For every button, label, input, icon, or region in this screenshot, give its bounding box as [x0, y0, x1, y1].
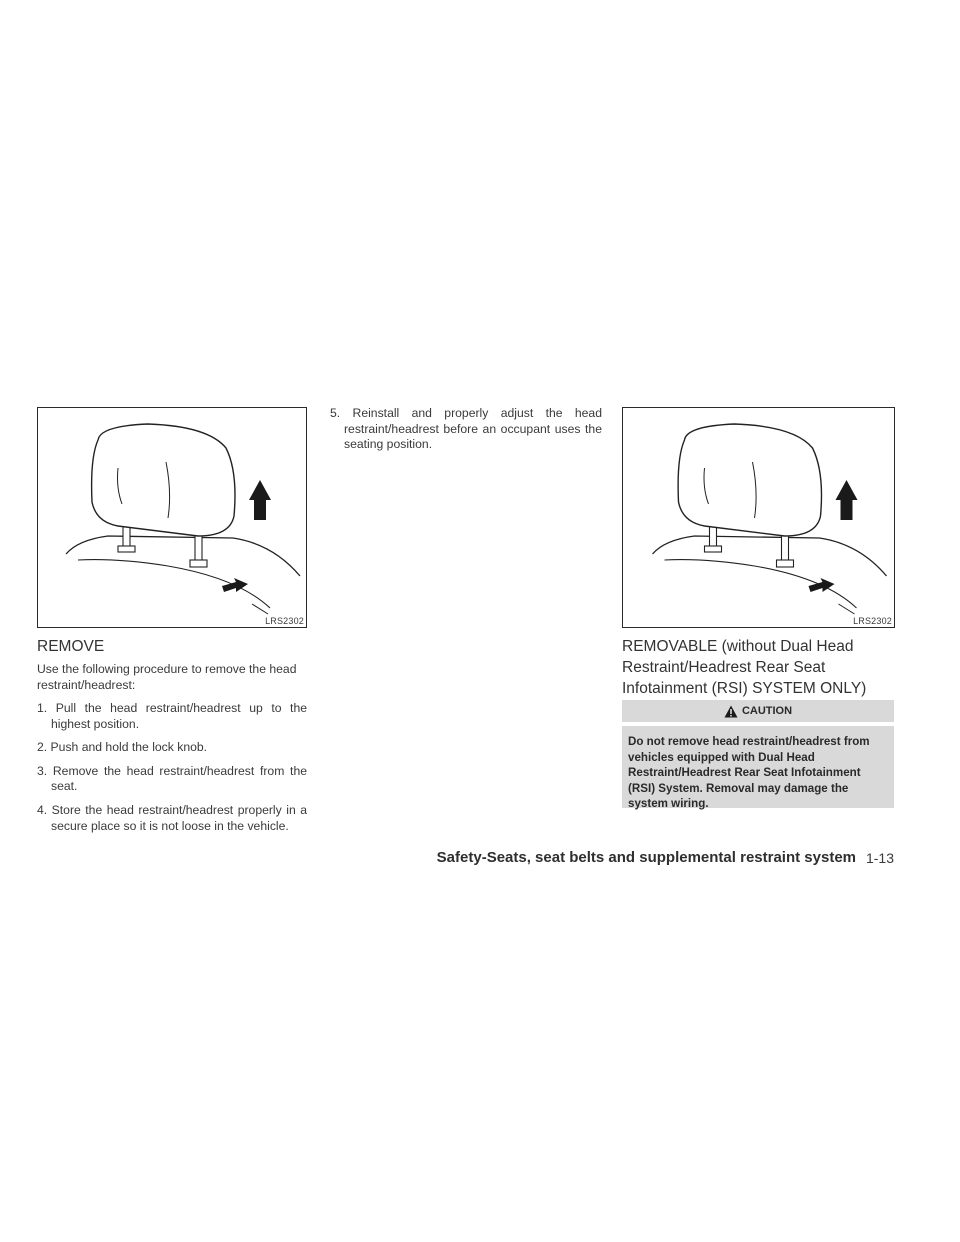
- section-heading-removable: REMOVABLE (without Dual Head Restraint/Headrest Rear Seat Infotainment (RSI) SYSTEM ONLY): [622, 638, 867, 697]
- step-item: 4. Store the head restraint/headrest properly in a secure place so it is not loose in the vehicle.: [37, 802, 307, 833]
- step-item: 3. Remove the head restraint/headrest from the seat.: [37, 763, 307, 794]
- page-number: 1-13: [865, 850, 894, 866]
- caution-label: CAUTION: [741, 705, 793, 717]
- section-heading-remove: REMOVE: [37, 638, 105, 655]
- warning-triangle-icon: [724, 705, 738, 718]
- figure-headrest-remove: [37, 407, 307, 628]
- figure-code: LRS2302: [265, 616, 304, 626]
- caution-banner: [622, 700, 894, 722]
- intro-paragraph: Use the following procedure to remove the head restraint/headrest:: [37, 662, 297, 692]
- step-item: 2. Push and hold the lock knob.: [37, 740, 208, 755]
- footer-section-title: Safety-Seats, seat belts and supplemental restraint system: [436, 849, 856, 866]
- figure-headrest-removable: [622, 407, 895, 628]
- step-item: 5. Reinstall and properly adjust the head restraint/headrest before an occupant uses the seating position.: [330, 406, 602, 452]
- step-item: 1. Pull the head restraint/headrest up to the highest position.: [37, 701, 307, 731]
- figure-code: LRS2302: [853, 616, 892, 626]
- headrest-illustration: [623, 408, 894, 627]
- remove-steps-list: [37, 701, 307, 842]
- headrest-illustration: [38, 408, 306, 627]
- caution-text: Do not remove head restraint/headrest from vehicles equipped with Dual Head Restraint/Headrest Rear Seat Infotainment (RSI) System. Removal may damage the system wiring.: [622, 726, 894, 808]
- reinstall-steps-list: [330, 406, 602, 461]
